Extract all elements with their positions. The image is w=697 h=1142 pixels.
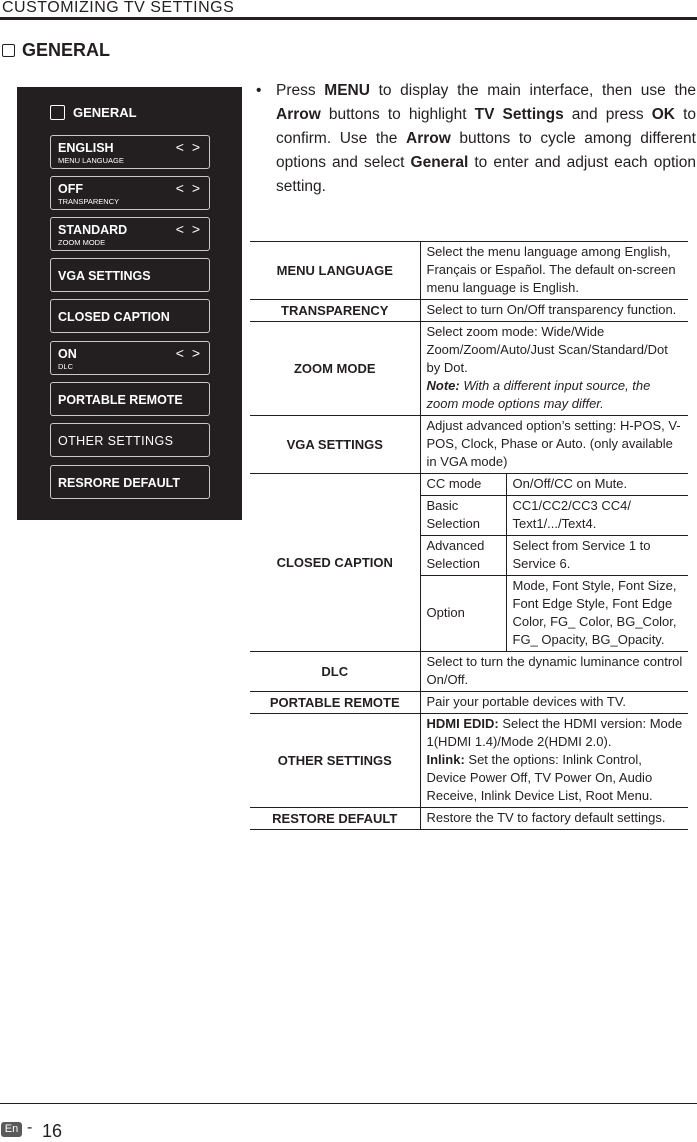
- subtable-row: [421, 576, 689, 652]
- hdmi-edid-label: HDMI EDID:: [426, 716, 499, 731]
- tv-menu-item-dlc: [50, 341, 210, 375]
- table-row: [250, 242, 688, 300]
- tv-menu-item-closed-caption: [50, 299, 210, 333]
- left-right-arrows-icon: < >: [175, 221, 202, 237]
- checkbox-icon: [2, 44, 15, 57]
- option-name: RESTORE DEFAULT: [250, 808, 420, 830]
- intro-key-ok: OK: [651, 106, 675, 123]
- table-row: [250, 692, 688, 714]
- subtable-value: On/Off/CC on Mute.: [506, 474, 688, 496]
- subtable-row: [421, 536, 689, 576]
- tv-menu-item-value: CLOSED CAPTION: [58, 310, 170, 324]
- subtable-key: Advanced Selection: [421, 536, 507, 576]
- tv-menu-checkbox-icon: [50, 105, 65, 120]
- options-table: [250, 241, 688, 830]
- option-desc: Adjust advanced option’s setting: H-POS, V-POS, Clock, Phase or Auto. (only available in VGA mode): [420, 416, 688, 474]
- subtable-row: [421, 496, 689, 536]
- note-label: Note:: [426, 378, 460, 393]
- tv-menu-item-label: TRANSPARENCY: [58, 197, 120, 206]
- tv-menu-item-value: STANDARD: [58, 223, 128, 237]
- tv-menu-item-language: [50, 135, 210, 169]
- intro-key-general: General: [410, 154, 469, 171]
- intro-key-arrow: Arrow: [276, 106, 321, 123]
- page-header-title: CUSTOMIZING TV SETTINGS: [2, 0, 235, 16]
- intro-run: buttons to cycle among different options and select: [276, 130, 696, 171]
- table-row: [250, 300, 688, 322]
- section-title: GENERAL: [22, 40, 111, 60]
- subtable-key: Basic Selection: [421, 496, 507, 536]
- hdmi-edid-text: Select the HDMI version: Mode 1(HDMI 1.4)/Mode 2(HDMI 2.0).: [426, 716, 683, 749]
- tv-menu-item-label: ZOOM MODE: [58, 238, 106, 247]
- subtable-row: [421, 474, 689, 496]
- tv-menu-item-value: PORTABLE REMOTE: [58, 393, 183, 407]
- option-desc: Restore the TV to factory default settings.: [420, 808, 688, 830]
- footer-dash: -: [27, 1119, 33, 1136]
- tv-menu-item-value: RESRORE DEFAULT: [58, 476, 180, 490]
- intro-key-menu: MENU: [324, 82, 370, 99]
- inlink-label: Inlink:: [426, 752, 465, 767]
- intro-text: [276, 79, 696, 199]
- bullet-icon: •: [256, 82, 262, 99]
- option-name: TRANSPARENCY: [250, 300, 420, 322]
- tv-menu-item-transparency: [50, 176, 210, 210]
- option-name: CLOSED CAPTION: [250, 474, 420, 652]
- tv-menu-item-vga-settings: [50, 258, 210, 292]
- table-row: [250, 474, 688, 652]
- left-right-arrows-icon: < >: [175, 180, 202, 196]
- table-row: [250, 322, 688, 416]
- inlink-text: Set the options: Inlink Control, Device Power Off, TV Power On, Audio Receive, Inlink Device List, Root Menu.: [426, 752, 653, 803]
- page-number: 16: [42, 1121, 63, 1141]
- intro-key-tv-settings: TV Settings: [474, 106, 564, 123]
- left-right-arrows-icon: < >: [175, 345, 202, 361]
- option-desc-text: Select zoom mode: Wide/Wide Zoom/Zoom/Auto/Just Scan/Standard/Dot by Dot.: [426, 324, 668, 375]
- footer-rule: [0, 1103, 697, 1104]
- intro-run: Press: [276, 82, 325, 99]
- subtable-key: CC mode: [421, 474, 507, 496]
- tv-menu-item-value: ON: [58, 347, 77, 361]
- tv-menu-item-portable-remote: [50, 382, 210, 416]
- intro-paragraph: [256, 79, 696, 199]
- option-name: OTHER SETTINGS: [250, 714, 420, 808]
- subtable-value: CC1/CC2/CC3 CC4/ Text1/.../Text4.: [506, 496, 688, 536]
- option-name: MENU LANGUAGE: [250, 242, 420, 300]
- tv-menu-item-zoom-mode: [50, 217, 210, 251]
- tv-menu-item-value: ENGLISH: [58, 141, 114, 155]
- option-desc: Select to turn On/Off transparency function.: [420, 300, 688, 322]
- option-name: DLC: [250, 652, 420, 692]
- table-row: [250, 808, 688, 830]
- intro-run: and press: [563, 106, 652, 123]
- intro-run: to enter and adjust each option setting.: [276, 154, 696, 195]
- intro-run: buttons to highlight: [320, 106, 475, 123]
- closed-caption-subtable-cell: [420, 474, 688, 652]
- tv-menu-title: GENERAL: [73, 105, 137, 120]
- intro-run: to confirm. Use the: [276, 106, 696, 147]
- left-right-arrows-icon: < >: [175, 139, 202, 155]
- tv-menu-item-value: VGA SETTINGS: [58, 269, 151, 283]
- intro-key-arrow: Arrow: [406, 130, 451, 147]
- option-name: PORTABLE REMOTE: [250, 692, 420, 714]
- option-desc: [420, 714, 688, 808]
- language-badge: En: [1, 1122, 22, 1137]
- note-text: With a different input source, the zoom mode options may differ.: [426, 378, 651, 411]
- table-row: [250, 416, 688, 474]
- option-desc: Select the menu language among English, Français or Español. The default on-screen menu language is English.: [420, 242, 688, 300]
- subtable-value: Select from Service 1 to Service 6.: [506, 536, 688, 576]
- option-desc: Select to turn the dynamic luminance control On/Off.: [420, 652, 688, 692]
- option-name: VGA SETTINGS: [250, 416, 420, 474]
- option-desc: [420, 322, 688, 416]
- tv-menu-item-value: OFF: [58, 182, 83, 196]
- tv-menu-screen: [17, 87, 242, 520]
- tv-menu-item-label: DLC: [58, 362, 74, 371]
- closed-caption-subtable: [421, 474, 689, 651]
- subtable-key: Option: [421, 576, 507, 652]
- table-row: [250, 652, 688, 692]
- header-rule: [0, 17, 697, 20]
- option-desc: Pair your portable devices with TV.: [420, 692, 688, 714]
- table-row: [250, 714, 688, 808]
- tv-menu-item-label: MENU LANGUAGE: [58, 156, 124, 165]
- intro-run: to display the main interface, then use the: [369, 82, 696, 99]
- tv-menu-item-restore-default: [50, 465, 210, 499]
- tv-menu-item-other-settings: [50, 423, 210, 457]
- option-name: ZOOM MODE: [250, 322, 420, 416]
- tv-menu-item-value: OTHER SETTINGS: [58, 434, 174, 448]
- subtable-value: Mode, Font Style, Font Size, Font Edge Style, Font Edge Color, FG_ Color, BG_Color, FG_ Opacity, BG_Opacity.: [512, 578, 677, 647]
